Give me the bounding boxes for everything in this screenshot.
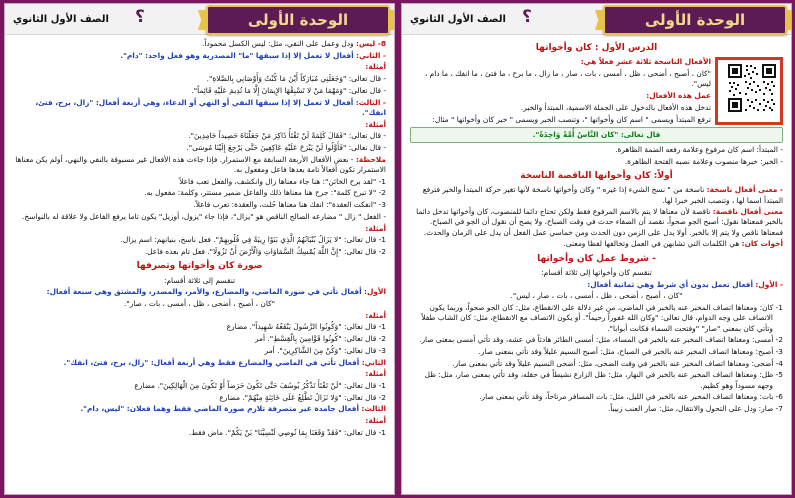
item-third-label: - الثالث:	[355, 97, 386, 107]
page-left	[4, 3, 395, 495]
verb-note-3: 3- أصبح: ومعناها اتصاف المخبر عنه بالخبر في الصباح، مثل: أصبح النسيم عليلاً وقد تأتي بمعنى صار.	[478, 347, 783, 357]
form-first	[13, 287, 386, 297]
item-third-text: أفعال لا تعمل إلا إذا سبقها النفي أو النهي أو الدعاء، وهي أربعة أفعال: "زال، برح، فتئ، انفك".	[35, 97, 386, 117]
examples-label-6: أمثلة:	[365, 416, 386, 426]
page-left-body	[5, 35, 394, 493]
form-first-example-3: 3- قال تعالى: "وَكُنْ مِنَ الشَّاكِرِينَ". أمر	[264, 345, 386, 355]
verb-note-2: 2- أمسى: ومعناها اتصاف المخبر عنه بالخبر في المساء، مثل: أمسى الطائر هادئاً في عشه، وقد تأتي أمسى بمعنى صار.	[419, 335, 783, 345]
form-first-example-2: 2- قال تعالى: "كُونُوا قَوَّامِينَ بِالْقِسْطِ". أمر	[254, 334, 386, 344]
para-1-text: ناسخة من " نسخ الشيء إذا غيره " وكان وأخواتها ناسخة لأنها تغير حركة المبتدأ والخبر فترفع المبتدأ اسما لها ، وتنصب الخبر خبرا لها.	[422, 185, 783, 205]
observation-example-2: 2- قال تعالى: "إِنَّ اللَّهَ يُمْسِكُ السَّمَاوَاتِ وَالْأَرْضَ أَنْ تَزُولَا". فعل تام بعده فاعل.	[144, 246, 386, 256]
verb-note-5: 5- ظل: ومعناها اتصاف المخبر عنه بالخبر في النهار، مثل: ظل الزارع نشيطاً في حقله، وقد تأتي بمعنى صار، مثل: ظل وجهه مسوداً وهو كظيم.	[424, 370, 783, 390]
question-mark-icon: ؟	[522, 7, 532, 27]
note-2: - الخبر: خبرها منصوب وعلامة نصبه الفتحة الظاهرة.	[624, 156, 783, 166]
grade-label-right: الصف الأول الثانوي	[410, 13, 506, 25]
form-second	[13, 358, 386, 368]
unit-title-text: الوحدة الأولى	[644, 11, 746, 29]
form-second-example-1: 1- قال تعالى: "لَنْ تَفْتَأَ تَذْكُرُ يُوسُفَ حَتَّى تَكُونَ حَرَضاً أَوْ تَكُونَ مِنَ الْهَالِكِينَ". مضارع	[134, 381, 386, 391]
observation-example-1: 1- قال تعالى: "لا يَزَالُ بُنْيَانُهُمُ الَّذِي بَنَوْا رِيبَةً فِي قُلُوبِهِمْ". فعل ناسخ، بنيانهم: اسم يزال.	[120, 235, 386, 245]
item-second-text: أفعال لا تعمل إلا إذا سبقها "ما" المصدرية وهو فعل واحد: "دام".	[120, 50, 354, 60]
verb-note-4: 4- أضحى: ومعناها اتصاف المخبر عنه بالخبر في وقت الضحى، مثل: أضحى النسيم عليلاً وقد تأتي بمعنى صار.	[452, 358, 783, 368]
grade-label-left: الصف الأول الثانوي	[13, 13, 109, 25]
observation-label: ملاحظة:	[355, 154, 386, 164]
item-second-examples-label	[13, 62, 386, 72]
para-2	[410, 207, 783, 238]
quran-example-box	[410, 127, 783, 143]
observation-text: - بعض الأفعال الأربعة السابقة مع الاستمرار. فإذا جاءت هذه الأفعال غير مسبوقة بالنفي والنهي، أولم يكن معناها الاستمرار تكون أفعالاً تامة بعدها فاعل ومفعول به.	[15, 154, 386, 174]
lesson-title: الدرس الأول : كان وأخواتها	[535, 43, 658, 53]
examples-label-1: أمثلة:	[365, 62, 386, 72]
item-second-example-2: - قال تعالى: "وَمَهْمَا مَنْ لا تَسْبِقْهَا الإِيمَانَ إِلَّا مَا تُدِيمَ عَلَيْهِ قَائِماً".	[191, 85, 386, 95]
unit-title-ribbon-left	[206, 5, 390, 35]
verb-note-6: 6- بات: ومعناها اتصاف المخبر عنه بالخبر في الليل، مثل: بات المسافر مرتاحاً، وقد تأتي بمعنى صار.	[479, 392, 783, 402]
item-first	[410, 280, 783, 290]
form-second-text: أفعال تأتي في الماضي والمضارع فقط وهي أربعة أفعال: "زال، برح، فتئ، انفك".	[63, 357, 360, 367]
item-second	[13, 51, 386, 61]
examples-label-4: أمثلة:	[365, 310, 386, 320]
para-2-text: ناقصة لأن معناها لا يتم بالاسم المرفوع فقط ولكن تحتاج دائما للمنصوب، كان وأخواتها تدخل دائما بالخبر فمعناها نقول: أصبح الجو صحواً، نقصد أن الصفاء حدث في وقت الصباح، ولا يصح أن نقول أن الجو في الصباح. فمعناها ناقص ولا يتم إلا بالخبر. أولا يدل على الزمن دون الحدث ومن خماسي عمل الفعل أن يدل على الزمان والحدث.	[416, 207, 783, 237]
form-first-text: أفعال تأتي في صورة الماضي، والمضارع، والأمر، والمصدر، والمشتق وهي سبعة أفعال:	[46, 287, 362, 297]
unit-title-text-left: الوحدة الأولى	[247, 11, 349, 29]
unit-title-ribbon	[603, 5, 787, 35]
para-1	[410, 185, 783, 205]
form-third-label: الثالث:	[361, 404, 386, 414]
heading-first: أولاً: كان وأخواتها الناقصة الناسخة	[520, 170, 673, 181]
page-header-left	[5, 4, 394, 35]
verb-note-8	[13, 39, 386, 49]
qr-code-icon[interactable]	[715, 57, 783, 125]
section2-line-2: ترفع المبتدأ ويسمى " اسم كان وأخواتها "، وتنصب الخبر ويسمى " خبر كان وأخواتها " مثال:	[432, 114, 711, 124]
form-first-example-1: 1- قال تعالى: "وَكُونُوا الرَّسُولَ يَنْفَعُهُ شَهِيداً". مضارع	[226, 322, 386, 332]
examples-label-5: أمثلة:	[365, 369, 386, 379]
item-second-example-1: - قال تعالى: "وَجَعَلَنِي مُبَارَكاً أَيْنَ مَا كُنْتُ وَأَوْصَانِي بِالصَّلاةِ".	[206, 74, 386, 84]
form-second-example-2: 2- قال تعالى: "وَلا نَزَالُ تَطَّلِعُ عَلَى خَائِنَةٍ مِنْهُمْ". مضارع	[219, 392, 386, 402]
form-third-text: أفعال جامدة غير متصرفة تلازم صورة الماضي فقط وهما فعلان: "ليس، دام".	[80, 404, 359, 414]
verb-note-8-text: ودل وعمل على النفي، مثل: ليس الكسل محموداً.	[202, 39, 354, 48]
form-first-label: الأول:	[364, 287, 386, 297]
form-first-list: "كان ، أصبح ، أضحى ، ظل ، أمسى ، بات ، صار".	[123, 299, 276, 308]
item-third	[13, 98, 386, 118]
section2-line-1: تدخل هذه الأفعال بالدخول على الجملة الاسمية، المبتدأ والخبر.	[520, 102, 711, 112]
form-third	[13, 404, 386, 414]
verb-note-7: 7- صار: ودل على التحول والانتقال، مثل: صار العنب زبيباً.	[607, 404, 783, 414]
page-header-right	[402, 4, 791, 35]
item-third-example-2: - قال تعالى: "فَأَوَّلُوا لَنْ يَبْرَحَ عَلَيْهِ عَاكِفِينَ حَتَّى يَرْجِعَ إِلَيْنَا مُوسَى".	[186, 142, 386, 152]
item-first-label: - الأول:	[755, 279, 783, 289]
heading-conditions: - شروط عمل كان وأخواتها	[537, 253, 656, 264]
para-3-label: أخوات كان:	[741, 239, 783, 249]
form-second-label: الثاني:	[361, 357, 386, 367]
examples-label-2: أمثلة:	[365, 119, 386, 129]
form-third-examples-label	[13, 416, 386, 426]
section1-title: الأفعال الناسخة ثلاثة عشر فعلاً هي:	[580, 57, 711, 67]
note-1: - المبتدأ: اسم كان مرفوع وعلامة رفعه الضمة الظاهرة.	[615, 144, 783, 154]
para-4: تنقسم كان وأخواتها إلى ثلاثة أقسام:	[541, 268, 652, 277]
page-right-body	[402, 35, 791, 493]
heading-forms: صورة كان وأخواتها وتصرفها	[136, 261, 263, 272]
form-third-example-1: 1- قال تعالى: "فَقَدْ وَقَعَنَا بِمَا نُوصِي لَنْسِيَّنَا" بَنْ يَكُمْ". ماض فقط.	[188, 427, 386, 437]
qr-code-svg	[726, 62, 778, 114]
item-first-list: "كان ، أصبح ، أضحى ، ظل ، أمسى ، بات ، صار ، ليس".	[510, 291, 683, 301]
page-right	[401, 3, 792, 495]
verb-note-1: 1- كان: ومعناها اتصاف المخبر عنه بالخبر في الماضي، من غير دلالة على الانقطاع، مثل: كان الجو صحواً، وربما يكون الاتصاف على وجه الدوام، قال تعالى: "وكان الله غفوراً رحيماً". أو يكون الاتصاف مع الانقطاع، مثل: كان الشاب طفلاً وتأتي كان بمعنى "صار" "وفتحت السماء فكانت أبوابا".	[421, 303, 783, 333]
section1-line: "كان ، أصبح ، أضحى ، ظل ، أمسى ، بات ، صار ، ما زال ، ما برح ، ما فتئ ، ما انفك ، ما دام ، ليس".	[424, 69, 711, 89]
item-third-example-1: - قال تعالى: "فَقَالَ كَلِمَةً لَنْ تَفْتَأُ ذَاكِرَ مَنْ جَعَلْنَاهُ حَصِيداً خَامِدِينَ".	[188, 131, 386, 141]
form-second-examples-label	[13, 369, 386, 379]
para-2-label: معنى أفعال ناقصة:	[712, 207, 783, 217]
para-3	[410, 239, 783, 249]
observation-item-1: 1- "لقد برح الخائن": هنا جاء معناها زال وانكشف، والفعل تعب فاعلاً	[179, 176, 386, 186]
quran-example-text: قال تعالى: "كان النَّاسُ أُمَّةً وَاحِدَةً".	[532, 129, 661, 139]
para-3-text: هي الكلمات التي تشابهن في العمل وتخالفها لفظا ومعنى.	[563, 239, 740, 249]
examples-label-3: أمثلة:	[365, 223, 386, 233]
para-1-label: - معنى أفعال ناسخة:	[706, 185, 783, 195]
heading-forms-sub: تنقسم إلى ثلاثة أقسام:	[163, 275, 236, 285]
observation	[13, 155, 386, 175]
observation-examples-label	[13, 224, 386, 234]
section2-title: عمل هذه الأفعال:	[646, 91, 711, 101]
observation-item-2: 2- "لا تبرح كلمة": جرح هنا معناها ذلك والفاعل ضمير مستتر، وكلمة: مفعول به.	[144, 188, 386, 198]
qr-code-wrap[interactable]	[715, 57, 783, 125]
question-mark-icon-left: ؟	[135, 7, 145, 27]
item-first-text: أفعال تعمل بدون أي شرط وهي ثمانية أفعال:	[587, 279, 753, 289]
form-first-examples-label	[13, 311, 386, 321]
observation-item-4: - الفعل " زال " مضارعه الصالح الناقص هو "يزال"، فإذا جاء "يزول، أوزيل" يكون تاما يرفع الفاعل ولا علاقة له بالنواسخ.	[21, 211, 386, 221]
item-third-examples-label	[13, 120, 386, 130]
item-second-label: - الثاني:	[356, 50, 386, 60]
observation-item-3: 3- "انفكت العقدة": انفك هنا معناها حُلت، والعقدة: تعرب فاعلاً.	[193, 200, 386, 210]
verb-note-8-label: 8- ليس:	[356, 39, 386, 48]
